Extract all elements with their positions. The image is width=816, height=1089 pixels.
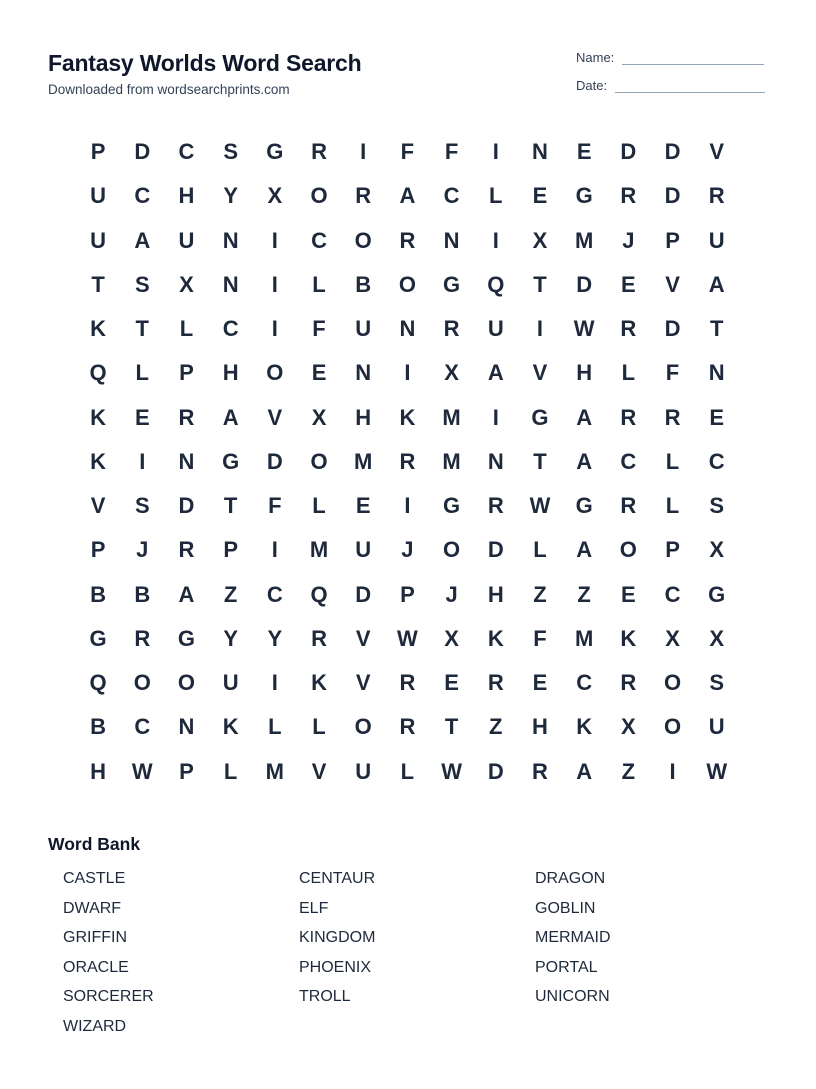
name-label: Name:: [576, 50, 615, 65]
grid-letter: V: [665, 271, 680, 297]
word-bank-item: ELF: [299, 899, 329, 917]
grid-letter: R: [487, 670, 504, 696]
grid-letter: R: [399, 227, 416, 253]
grid-letter: B: [90, 581, 107, 607]
grid-letter: C: [620, 448, 637, 474]
grid-letter: I: [492, 227, 499, 253]
grid-letter: P: [665, 537, 680, 563]
grid-letter: O: [354, 227, 372, 253]
grid-letter: O: [398, 271, 416, 297]
grid-letter: G: [177, 625, 196, 651]
grid-letter: R: [311, 625, 327, 651]
grid-letter: F: [444, 139, 459, 165]
grid-letter: Z: [223, 581, 238, 607]
grid-letter: D: [664, 139, 681, 165]
grid-letter: M: [354, 448, 373, 474]
grid-letter: N: [487, 448, 504, 474]
grid-letter: N: [443, 227, 460, 253]
grid-letter: G: [531, 404, 549, 430]
grid-letter: G: [443, 493, 461, 519]
grid-letter: G: [266, 139, 284, 165]
grid-letter: L: [135, 360, 149, 386]
grid-letter: R: [620, 404, 637, 430]
grid-letter: C: [443, 183, 460, 209]
grid-letter: S: [223, 139, 238, 165]
grid-letter: A: [222, 404, 239, 430]
grid-letter: M: [442, 448, 461, 474]
grid-letter: R: [134, 625, 151, 651]
grid-letter: I: [271, 271, 278, 297]
grid-letter: R: [620, 493, 637, 519]
grid-letter: L: [312, 493, 326, 519]
grid-letter: E: [134, 404, 150, 430]
grid-letter: G: [222, 448, 240, 474]
grid-letter: D: [266, 448, 283, 474]
grid-letter: U: [355, 758, 372, 784]
date-field: [576, 78, 765, 93]
grid-letter: Q: [487, 271, 505, 297]
grid-letter: U: [222, 670, 239, 696]
grid-letter: U: [90, 227, 107, 253]
grid-letter: I: [271, 670, 278, 696]
grid-letter: G: [575, 183, 593, 209]
grid-letter: D: [178, 493, 195, 519]
grid-letter: O: [663, 670, 682, 696]
grid-letter: X: [267, 183, 283, 209]
word-bank-item: UNICORN: [535, 988, 610, 1006]
grid-letter: V: [355, 625, 371, 651]
grid-letter: E: [444, 670, 459, 696]
grid-letter: Q: [89, 360, 107, 386]
grid-letter: S: [134, 271, 150, 297]
grid-letter: A: [487, 360, 504, 386]
word-bank-item: CASTLE: [63, 870, 126, 887]
grid-letter: S: [134, 493, 150, 519]
grid-letter: I: [271, 537, 278, 563]
grid-letter: P: [179, 360, 194, 386]
grid-letter: J: [622, 227, 635, 253]
grid-letter: R: [620, 670, 637, 696]
grid-letter: H: [222, 360, 239, 386]
grid-letter: R: [620, 316, 637, 342]
grid-letter: W: [529, 493, 551, 519]
grid-letter: N: [532, 139, 548, 165]
grid-letter: K: [311, 670, 327, 696]
grid-letter: N: [222, 271, 239, 297]
grid-letter: X: [311, 404, 327, 430]
grid-letter: C: [134, 183, 151, 209]
grid-letter: I: [360, 139, 367, 165]
grid-letter: X: [665, 625, 680, 651]
grid-letter: C: [576, 670, 593, 696]
source-credit: Downloaded from wordsearchprints.com: [48, 82, 290, 97]
grid-letter: G: [89, 625, 107, 651]
grid-letter: P: [400, 581, 415, 607]
grid-letter: A: [576, 404, 593, 430]
name-field: [576, 50, 764, 65]
grid-letter: X: [709, 625, 725, 651]
word-bank-item: GOBLIN: [535, 899, 596, 917]
grid-letter: R: [532, 758, 548, 784]
grid-letter: O: [266, 360, 284, 386]
grid-letter: V: [90, 493, 106, 519]
grid-letter: R: [620, 183, 637, 209]
grid-letter: R: [178, 404, 195, 430]
grid-letter: G: [708, 581, 726, 607]
grid-letter: Q: [310, 581, 328, 607]
grid-letter: C: [134, 714, 151, 740]
grid-letter: U: [355, 537, 372, 563]
grid-letter: R: [399, 670, 416, 696]
grid-letter: A: [708, 271, 725, 297]
grid-letter: R: [664, 404, 681, 430]
grid-letter: H: [355, 404, 372, 430]
grid-letter: K: [222, 714, 239, 740]
grid-letter: U: [355, 316, 372, 342]
grid-letter: E: [355, 493, 371, 519]
grid-letter: L: [312, 271, 326, 297]
grid-letter: R: [487, 493, 504, 519]
grid-letter: T: [444, 714, 459, 740]
grid-letter: I: [404, 493, 411, 519]
grid-letter: P: [90, 537, 106, 563]
grid-letter: G: [443, 271, 461, 297]
grid-letter: T: [709, 316, 724, 342]
grid-letter: O: [443, 537, 461, 563]
name-line: [622, 63, 764, 65]
page-title: Fantasy Worlds Word Search: [48, 50, 362, 76]
grid-letter: A: [576, 448, 593, 474]
grid-letter: H: [487, 581, 504, 607]
grid-letter: P: [90, 139, 106, 165]
grid-letter: L: [223, 758, 238, 784]
grid-letter: R: [708, 183, 725, 209]
grid-letter: C: [708, 448, 725, 474]
grid-letter: Q: [89, 670, 107, 696]
grid-letter: E: [621, 581, 636, 607]
grid-letter: H: [532, 714, 548, 740]
grid-letter: B: [134, 581, 151, 607]
grid-letter: R: [355, 183, 372, 209]
date-line: [615, 91, 765, 93]
grid-letter: Y: [223, 625, 238, 651]
grid-letter: L: [489, 183, 503, 209]
grid-letter: R: [443, 316, 460, 342]
grid-letter: I: [669, 758, 676, 784]
word-bank-item: PHOENIX: [299, 958, 372, 976]
grid-letter: M: [574, 625, 594, 651]
grid-letter: X: [709, 537, 725, 563]
grid-letter: M: [574, 227, 594, 253]
grid-letter: K: [90, 316, 107, 342]
grid-letter: D: [664, 183, 681, 209]
grid-letter: C: [664, 581, 681, 607]
grid-letter: I: [271, 227, 278, 253]
grid-letter: T: [91, 271, 105, 297]
letter-grid: [76, 130, 739, 794]
grid-letter: R: [399, 448, 416, 474]
grid-letter: L: [400, 758, 415, 784]
grid-letter: K: [90, 448, 107, 474]
grid-letter: X: [179, 271, 194, 297]
word-bank-item: DWARF: [63, 899, 122, 917]
grid-letter: F: [665, 360, 680, 386]
grid-letter: W: [131, 758, 153, 784]
grid-letter: L: [665, 448, 680, 474]
grid-letter: V: [355, 670, 371, 696]
grid-letter: I: [536, 316, 544, 342]
grid-letter: O: [619, 537, 637, 563]
grid-letter: F: [268, 493, 282, 519]
grid-letter: V: [267, 404, 283, 430]
grid-letter: I: [139, 448, 146, 474]
grid-letter: Y: [267, 625, 283, 651]
word-bank-item: PORTAL: [535, 958, 598, 976]
grid-letter: Z: [489, 714, 503, 740]
grid-letter: J: [401, 537, 414, 563]
word-bank-title: Word Bank: [48, 834, 141, 854]
grid-letter: S: [709, 670, 725, 696]
grid-letter: H: [178, 183, 195, 209]
grid-letter: Y: [223, 183, 238, 209]
grid-letter: W: [573, 316, 595, 342]
grid-letter: F: [400, 139, 415, 165]
grid-letter: O: [663, 714, 682, 740]
grid-letter: Z: [577, 581, 591, 607]
grid-letter: T: [533, 271, 547, 297]
word-bank-item: GRIFFIN: [63, 929, 127, 947]
grid-letter: N: [222, 227, 239, 253]
word-bank-item: KINGDOM: [299, 929, 376, 947]
grid-letter: W: [706, 758, 728, 784]
grid-letter: I: [271, 316, 278, 342]
grid-letter: R: [399, 714, 416, 740]
grid-letter: E: [532, 183, 548, 209]
grid-letter: G: [575, 493, 593, 519]
grid-letter: X: [444, 625, 459, 651]
grid-letter: N: [178, 448, 195, 474]
grid-letter: A: [178, 581, 195, 607]
grid-letter: T: [135, 316, 149, 342]
grid-letter: D: [487, 537, 504, 563]
grid-letter: D: [664, 316, 681, 342]
grid-letter: I: [492, 139, 499, 165]
word-bank-item: TROLL: [299, 988, 351, 1006]
grid-letter: N: [178, 714, 195, 740]
grid-letter: T: [533, 448, 547, 474]
word-bank-item: CENTAUR: [299, 870, 376, 887]
grid-letter: X: [621, 714, 636, 740]
word-bank-item: MERMAID: [535, 929, 611, 947]
date-label: Date:: [576, 78, 608, 93]
grid-letter: S: [709, 493, 725, 519]
grid-letter: V: [532, 360, 548, 386]
grid-letter: L: [665, 493, 680, 519]
grid-letter: U: [178, 227, 195, 253]
grid-letter: R: [311, 139, 327, 165]
grid-letter: P: [179, 758, 194, 784]
grid-letter: A: [576, 758, 593, 784]
grid-letter: Z: [533, 581, 547, 607]
grid-letter: D: [487, 758, 504, 784]
grid-letter: D: [620, 139, 637, 165]
grid-letter: R: [178, 537, 195, 563]
grid-letter: N: [399, 316, 416, 342]
grid-letter: K: [620, 625, 637, 651]
grid-letter: K: [90, 404, 107, 430]
grid-letter: E: [709, 404, 725, 430]
grid-letter: P: [665, 227, 680, 253]
word-bank-list: [63, 866, 771, 1044]
grid-letter: B: [355, 271, 372, 297]
grid-letter: F: [312, 316, 326, 342]
grid-letter: N: [355, 360, 372, 386]
word-bank-item: DRAGON: [535, 870, 606, 887]
grid-letter: U: [708, 714, 725, 740]
grid-letter: Z: [621, 758, 636, 784]
grid-letter: A: [399, 183, 416, 209]
grid-letter: E: [311, 360, 327, 386]
grid-letter: U: [487, 316, 504, 342]
grid-letter: O: [133, 670, 151, 696]
grid-letter: L: [621, 360, 636, 386]
grid-letter: K: [487, 625, 504, 651]
grid-letter: E: [532, 670, 548, 696]
grid-letter: O: [310, 448, 328, 474]
word-bank-item: WIZARD: [63, 1017, 127, 1035]
grid-letter: M: [442, 404, 461, 430]
grid-letter: A: [576, 537, 593, 563]
grid-letter: U: [90, 183, 107, 209]
grid-letter: C: [178, 139, 195, 165]
grid-letter: C: [222, 316, 239, 342]
grid-letter: O: [354, 714, 372, 740]
grid-letter: I: [492, 404, 499, 430]
grid-letter: B: [90, 714, 107, 740]
grid-letter: P: [223, 537, 238, 563]
word-bank-item: ORACLE: [63, 958, 129, 976]
grid-letter: L: [179, 316, 194, 342]
grid-letter: V: [311, 758, 327, 784]
grid-letter: H: [576, 360, 593, 386]
grid-letter: L: [533, 537, 547, 563]
grid-letter: L: [268, 714, 282, 740]
grid-letter: C: [266, 581, 283, 607]
grid-letter: W: [397, 625, 418, 651]
grid-letter: K: [399, 404, 416, 430]
grid-letter: T: [223, 493, 238, 519]
grid-letter: W: [441, 758, 462, 784]
word-bank-item: SORCERER: [63, 988, 154, 1006]
grid-letter: L: [312, 714, 326, 740]
grid-letter: U: [708, 227, 725, 253]
grid-letter: M: [309, 537, 329, 563]
grid-letter: J: [445, 581, 458, 607]
grid-letter: J: [136, 537, 149, 563]
grid-letter: N: [708, 360, 725, 386]
grid-letter: X: [532, 227, 548, 253]
grid-letter: O: [310, 183, 328, 209]
grid-letter: O: [177, 670, 196, 696]
grid-letter: X: [444, 360, 459, 386]
grid-letter: H: [90, 758, 107, 784]
grid-letter: D: [134, 139, 151, 165]
grid-letter: C: [311, 227, 327, 253]
grid-letter: D: [355, 581, 372, 607]
grid-letter: K: [576, 714, 593, 740]
grid-letter: D: [576, 271, 593, 297]
grid-letter: M: [265, 758, 284, 784]
grid-letter: E: [621, 271, 636, 297]
grid-letter: I: [404, 360, 411, 386]
grid-letter: V: [709, 139, 725, 165]
grid-letter: F: [533, 625, 547, 651]
grid-letter: A: [134, 227, 151, 253]
grid-letter: E: [576, 139, 592, 165]
